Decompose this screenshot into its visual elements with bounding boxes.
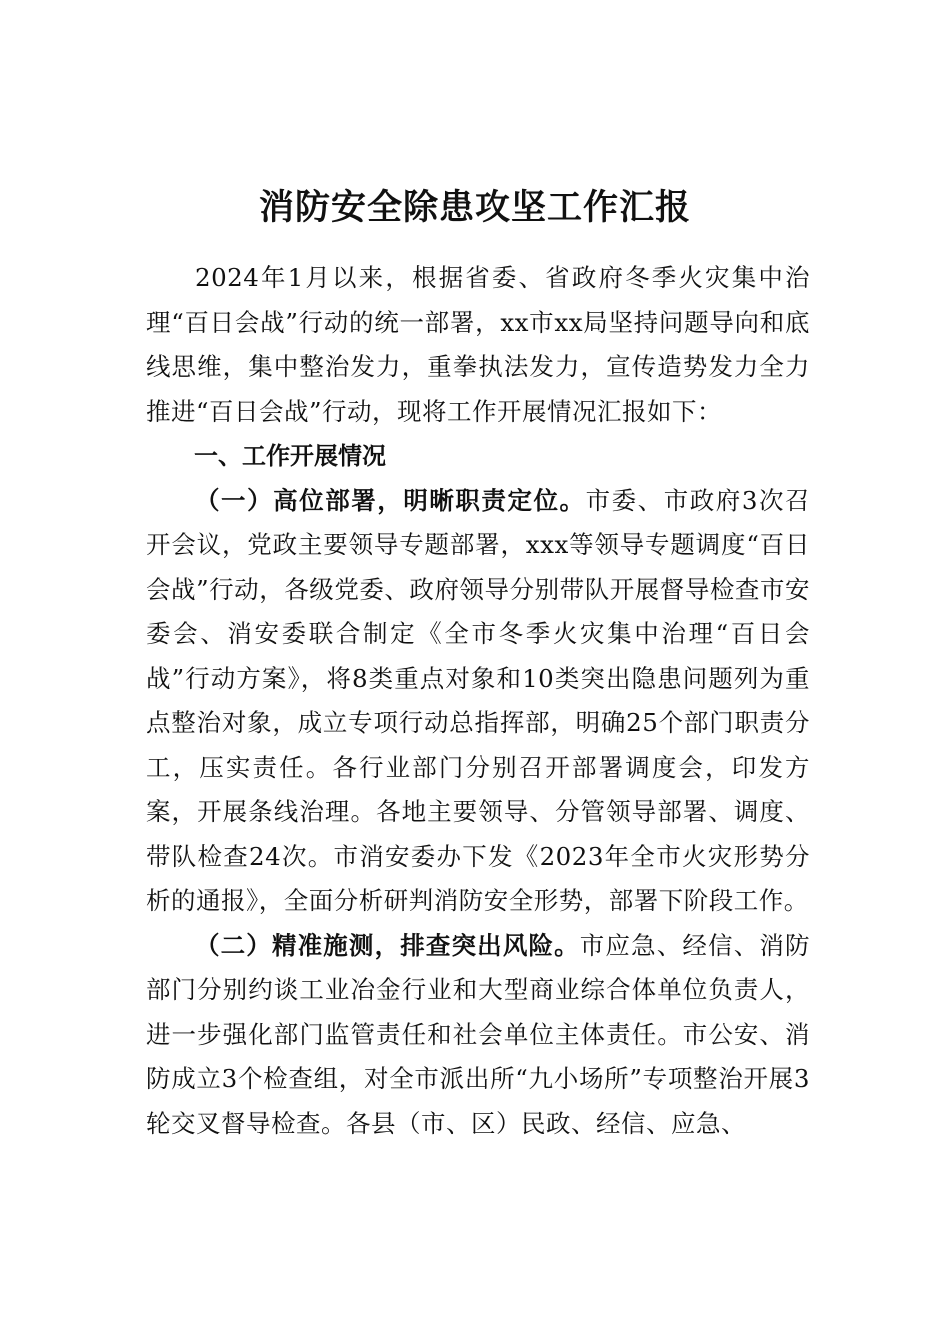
section-1-paragraph bbox=[146, 479, 810, 924]
document-body bbox=[146, 256, 810, 1146]
document-title: 消防安全除患攻坚工作汇报 bbox=[258, 187, 691, 229]
section-2-heading: （二）精准施测，排查突出风险。 bbox=[195, 930, 580, 960]
section-heading-work-progress: 一、工作开展情况 bbox=[194, 442, 386, 470]
intro-paragraph: 2024年1月以来，根据省委、省政府冬季火灾集中治理“百日会战”行动的统一部署，xx市xx局坚持问题导向和底线思维，集中整治发力，重拳执法发力，宣传造势发力全力推进“百日会战”行动，现将工作开展情况汇报如下： bbox=[146, 263, 810, 426]
section-2-text: 市应急、经信、消防部门分别约谈工业冶金行业和大型商业综合体单位负责人，进一步强化部门监管责任和社会单位主体责任。市公安、消防成立3个检查组，对全市派出所“九小场所”专项整治开展3轮交叉督导检查。各县（市、区）民政、经信、应急、 bbox=[146, 930, 810, 1138]
section-1-text: 市委、市政府3次召开会议，党政主要领导专题部署，xxx等领导专题调度“百日会战”行动，各级党委、政府领导分别带队开展督导检查市安委会、消安委联合制定《全市冬季火灾集中治理“百日会战”行动方案》，将8类重点对象和10类突出隐患问题列为重点整治对象，成立专项行动总指挥部，明确25个部门职责分工，压实责任。各行业部门分别召开部署调度会，印发方案，开展条线治理。各地主要领导、分管领导部署、调度、带队检查24次。市消安委办下发《2023年全市火灾形势分析的通报》，全面分析研判消防安全形势，部署下阶段工作。 bbox=[146, 485, 810, 915]
section-2-paragraph bbox=[146, 924, 810, 1147]
section-1-heading: （一）高位部署，明晰职责定位。 bbox=[195, 485, 586, 515]
